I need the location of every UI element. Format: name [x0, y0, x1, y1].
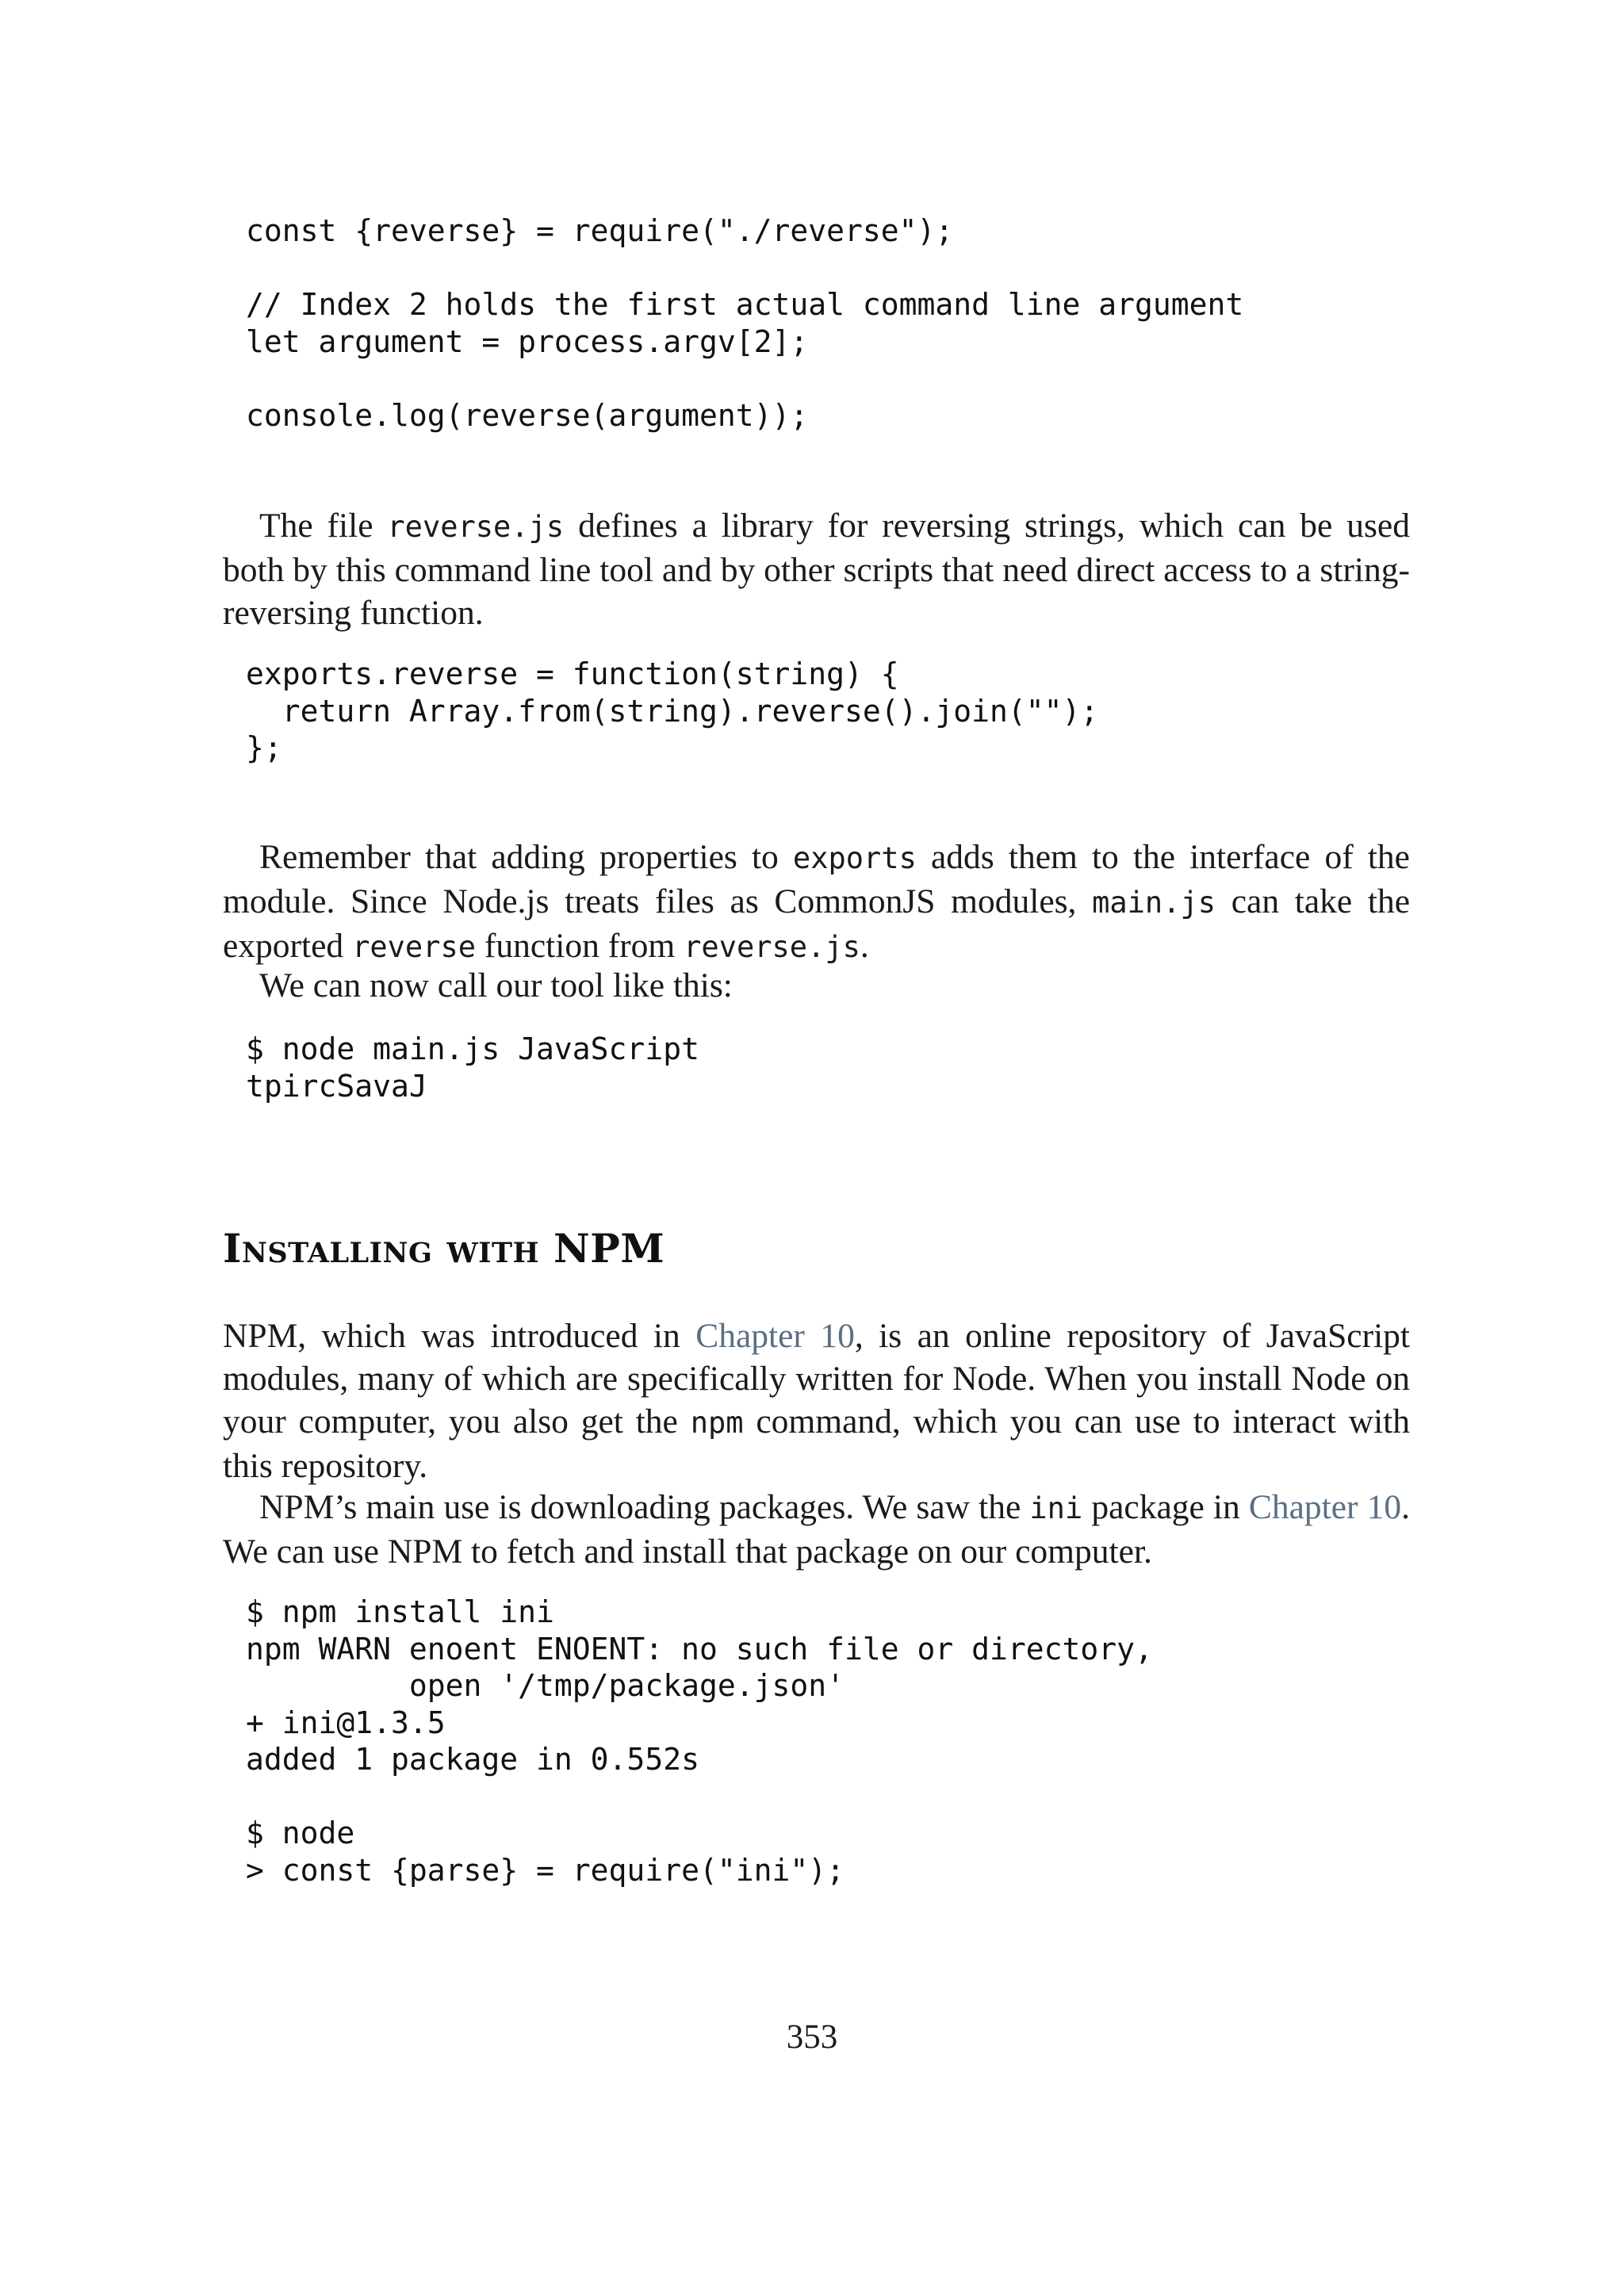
- code-line: let argument = process.argv[2];: [246, 323, 809, 359]
- code-block-run-tool: [246, 1031, 699, 1104]
- code-line: npm WARN enoent ENOENT: no such file or directory,: [246, 1631, 1153, 1667]
- code-line: $ npm install ini: [246, 1594, 554, 1629]
- code-line: // Index 2 holds the first actual command line argument: [246, 287, 1244, 322]
- inline-code: npm: [690, 1406, 744, 1440]
- paragraph-reverse-library: The file reverse.js defines a library for reversing strings, which can be used both by this command line tool and by other scripts that need direct access to a string-reversing function.: [223, 507, 1410, 632]
- code-line: const {reverse} = require("./reverse");: [246, 213, 954, 248]
- inline-code: reverse.js: [387, 510, 565, 544]
- code-line: $ node: [246, 1816, 355, 1850]
- inline-code: reverse: [352, 930, 476, 964]
- chapter-link[interactable]: Chapter 10: [1248, 1488, 1402, 1526]
- code-block-npm-install: [246, 1594, 1153, 1888]
- code-line: + ini@1.3.5: [246, 1705, 446, 1740]
- section-heading: Installing with NPM: [223, 1225, 665, 1272]
- code-line: exports.reverse = function(string) {: [246, 656, 899, 691]
- page-number: 353: [786, 2019, 838, 2056]
- code-line: tpircSavaJ: [246, 1068, 427, 1104]
- code-line: > const {parse} = require("ini");: [246, 1852, 845, 1888]
- paragraph-call-tool: We can now call our tool like this:: [259, 966, 733, 1004]
- code-block-main-js: [246, 212, 1243, 434]
- code-line: [246, 360, 1243, 397]
- code-line: [246, 1778, 1153, 1816]
- paragraph-npm-usage: NPM’s main use is downloading packages. We saw the ini package in Chapter 10. We can use NPM to fetch and install that package on our computer.: [223, 1488, 1410, 1571]
- code-line: added 1 package in 0.552s: [246, 1742, 699, 1777]
- code-line: return Array.from(string).reverse().join("");: [246, 693, 1099, 729]
- code-line: console.log(reverse(argument));: [246, 397, 809, 433]
- inline-code: main.js: [1092, 886, 1216, 920]
- paragraph-exports: Remember that adding properties to exports adds them to the interface of the module. Since Node.js treats files as CommonJS modules, main.js can take the exported reverse function from reverse.js.: [223, 838, 1410, 965]
- chapter-link[interactable]: Chapter 10: [695, 1317, 855, 1355]
- inline-code: exports: [792, 841, 917, 875]
- inline-code: ini: [1029, 1491, 1083, 1525]
- code-line: $ node main.js JavaScript: [246, 1031, 699, 1066]
- paragraph-npm-intro: NPM, which was introduced in Chapter 10, is an online repository of JavaScript modules, many of which are specifically written for Node. When you install Node on your computer, you also get the npm command, which you can use to interact with this repository.: [223, 1317, 1411, 1485]
- code-line: open '/tmp/package.json': [246, 1668, 845, 1703]
- code-block-reverse-js: [246, 656, 1098, 767]
- code-line: };: [246, 730, 282, 765]
- code-line: [246, 250, 1243, 287]
- inline-code: reverse.js: [684, 930, 860, 964]
